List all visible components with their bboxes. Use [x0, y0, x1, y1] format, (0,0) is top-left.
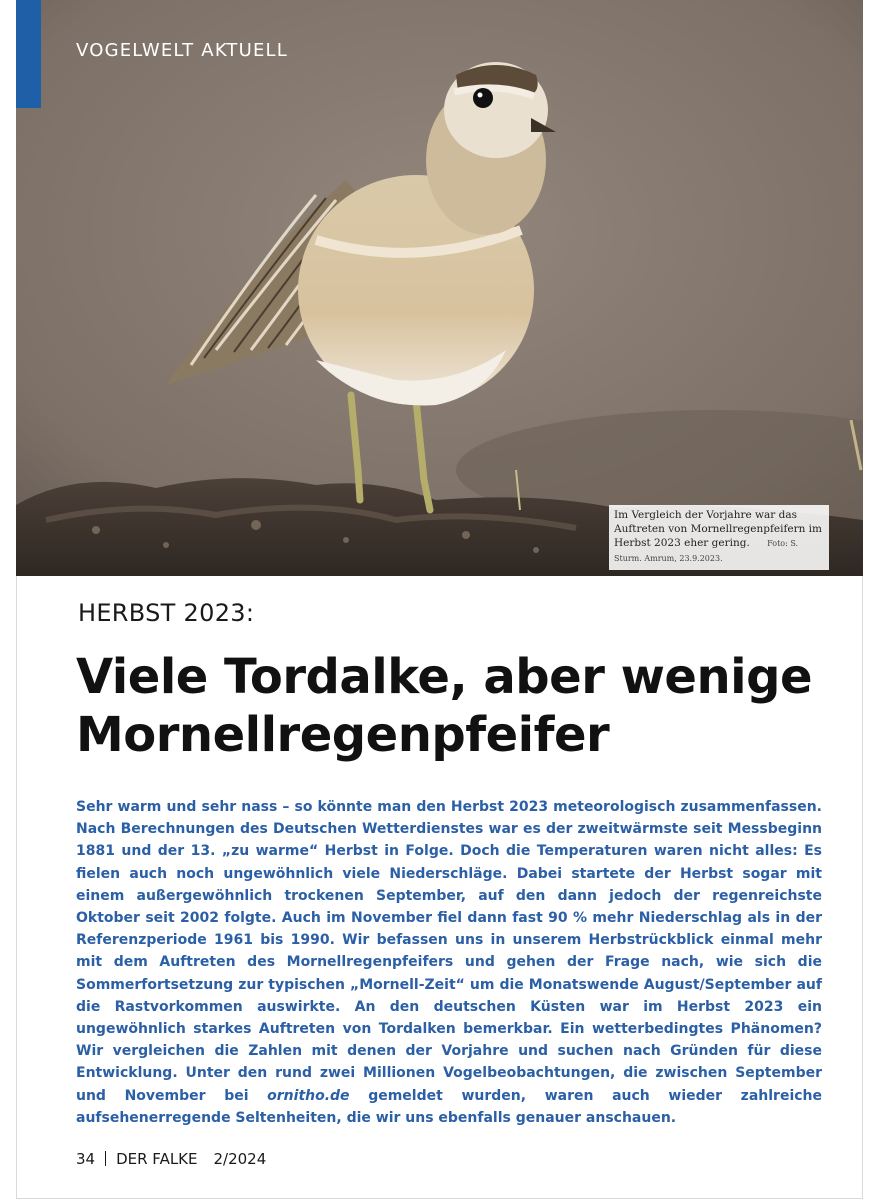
- lead-text-part2: gemeldet wurden, waren auch wieder zahlreiche aufsehenerregende Seltenheiten, die wir uns ebenfalls genauer anschauen.: [76, 1087, 822, 1126]
- bird-photo: [16, 0, 863, 576]
- ornitho-link[interactable]: ornitho.de: [267, 1087, 350, 1104]
- photo-caption: [609, 505, 829, 570]
- magazine-name: DER FALKE: [116, 1150, 198, 1168]
- dotterel-illustration: [16, 0, 863, 576]
- photo-caption-text: Im Vergleich der Vorjahre war das Auftreten von Mornellregenpfeifern im Herbst 2023 eher gering.: [614, 509, 823, 549]
- article-lead: [76, 796, 822, 1129]
- section-label: VOGELWELT AKTUELL: [76, 40, 289, 61]
- footer-divider: [105, 1151, 106, 1166]
- page-footer: [76, 1150, 266, 1168]
- article-title: Viele Tordalke, aber wenige Mornellregenpfeifer: [76, 649, 813, 763]
- lead-text-part1: Sehr warm und sehr nass – so könnte man den Herbst 2023 meteorologisch zusammenfassen. Nach Berechnungen des Deutschen Wetterdienstes war es der zweitwärmste seit Messbeginn 1881 und der 13. „zu warme“ Herbst in Folge. Doch die Temperaturen waren nicht alles: Es fielen auch noch ungewöhnlich viele Niederschläge. Dabei startete der Herbst sogar mit einem außergewöhnlich trockenen September, auf den dann jedoch der regenreichste Oktober seit 2002 folgte. Auch im November fiel dann fast 90 % mehr Niederschlag als in der Referenzperiode 1961 bis 1990. Wir befassen uns in unserem Herbstrückblick einmal mehr mit dem Auftreten des Mornellregenpfeifers und gehen der Frage nach, wie sich die Sommerfortsetzung zur typischen „Mornell-Zeit“ um die Monatswende August/September auf die Rastvorkommen auswirkte. An den deutschen Küsten war im Herbst 2023 ein ungewöhnlich starkes Auftreten von Tordalken bemerkbar. Ein wetterbedingtes Phänomen? Wir vergleichen die Zahlen mit denen der Vorjahre und suchen nach Gründen für diese Entwicklung. Unter den rund zwei Millionen Vogelbeobachtungen, die zwischen September und November bei: [76, 799, 822, 1104]
- issue-number: 2/2024: [213, 1150, 267, 1168]
- article-kicker: HERBST 2023:: [78, 599, 255, 627]
- section-accent-bar: [16, 0, 41, 108]
- photo-credit: Foto: S. Sturm. Amrum, 23.9.2023.: [614, 539, 799, 563]
- page-number: 34: [76, 1150, 96, 1168]
